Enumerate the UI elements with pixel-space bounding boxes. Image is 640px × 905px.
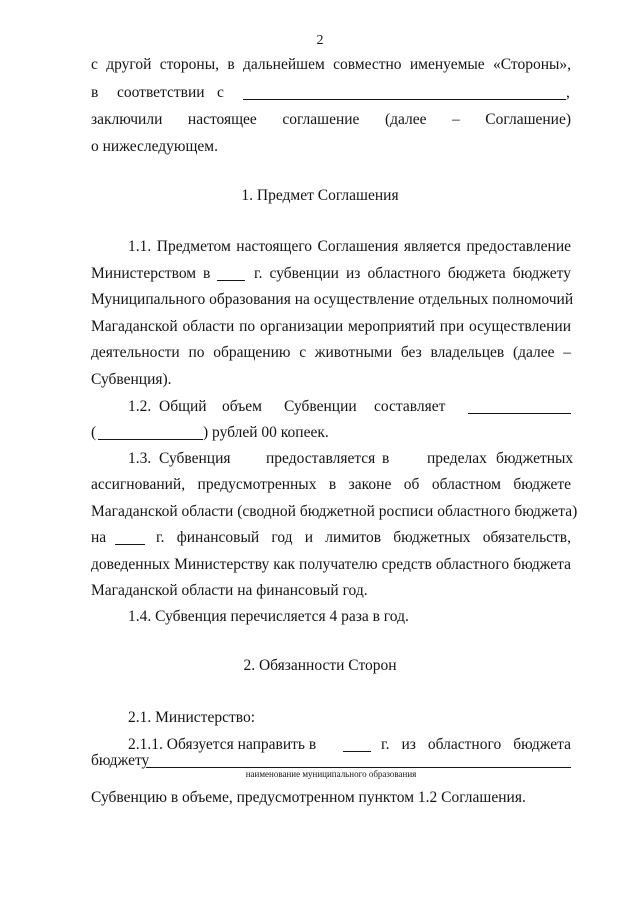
word: Соглашение) (485, 111, 572, 128)
blank-line (98, 425, 203, 440)
word: в (227, 56, 235, 73)
word: бюджетных (496, 450, 574, 467)
word: предоставляется (266, 450, 376, 467)
word: на (91, 529, 107, 546)
page-number: 2 (316, 33, 324, 48)
word: именуемые (409, 56, 485, 73)
blank-line (243, 85, 566, 100)
clause-1-3-line-5: доведенных Министерству как получателю средств областного бюджета (91, 556, 571, 573)
word: в (91, 84, 99, 101)
paren: ( (91, 424, 97, 441)
clause-2-1-1-line-3: Субвенцию в объеме, предусмотренном пунктом 1.2 Соглашения. (91, 789, 526, 806)
text: ) рублей 00 копеек. (203, 424, 329, 441)
clause-1-3-line-6: Магаданской области на финансовый год. (91, 582, 368, 599)
word: Субвенции (284, 398, 357, 415)
preamble-line-1 (91, 55, 571, 75)
clause-2-1: 2.1. Министерство: (128, 709, 255, 726)
clause-1-1-line-5: деятельности по обращению с животными без владельцев (далее – (91, 344, 571, 361)
word: заключили (91, 111, 163, 128)
blank-line (115, 530, 145, 545)
blank-line (343, 737, 371, 752)
clause-1-1-line-3: Муниципального образования на осуществление отдельных полномочий (91, 291, 574, 308)
word: с (91, 56, 98, 73)
preamble-line-4: о нижеследующем. (91, 138, 218, 155)
word: объем (222, 398, 262, 415)
blank-line (146, 753, 571, 768)
field-caption: наименование муниципального образования (245, 769, 417, 779)
clause-1-1-line-1: 1.1. Предметом настоящего Соглашения является предоставление (128, 238, 571, 255)
word: (далее (384, 111, 427, 128)
word: Министерством (91, 265, 197, 282)
word: соответствии (117, 84, 205, 101)
word: бюджету (91, 752, 150, 769)
word: соглашение (282, 111, 360, 128)
word: составляет (374, 398, 446, 415)
clause-1-3-line-3: Магаданской области (сводной бюджетной росписи областного бюджета) (91, 503, 578, 520)
word: в (382, 450, 390, 467)
preamble-line-3 (91, 110, 571, 130)
word: 1.2. (128, 398, 152, 415)
clause-1-3-line-2: ассигнований, предусмотренных в законе об областном бюджете (91, 476, 571, 493)
word: пределах (427, 450, 487, 467)
word: стороны, (159, 56, 220, 73)
text: 2.1.1. Обязуется направить в (128, 736, 317, 753)
text: г. субвенции из областного бюджета бюджету (254, 265, 571, 282)
text: г. из областного бюджета (381, 736, 571, 753)
blank-line (468, 399, 571, 414)
word: Общий (159, 398, 207, 415)
word: настоящее (187, 111, 257, 128)
word: Субвенция (159, 450, 231, 467)
blank-line (217, 266, 245, 281)
word: в (203, 265, 211, 282)
clause-1-4: 1.4. Субвенция перечисляется 4 раза в год. (128, 608, 409, 625)
section-1-heading: 1. Предмет Соглашения (241, 187, 399, 204)
word: – (452, 111, 460, 128)
word: «Стороны», (493, 56, 572, 73)
clause-1-1-line-6: Субвенция). (91, 371, 172, 388)
word: совместно (333, 56, 402, 73)
document-page: 2 с другой стороны, в дальнейшем совместно именуемые «Стороны», в соответствии с , заключили настоящее соглашение (далее – Соглашение) о нижеследующем. 1. Предмет Соглашения 1.1. Предметом настоящего Соглашения является предоставление Министерством в г. субвенции из областного бюджета бюджету Муниципального образования на осуществление отдельных полномочий Магаданской области по организации мероприятий при осуществлении деятельности по обращению с животными без владельцев (далее – Субвенция). 1.2. Общий объем Субвенции составляет ( ) рублей 00 копеек. 1.3. Субвенция предоставляется в пределах бюджетных ассигнований, предусмотренных в законе об областном бюджете Магаданской области (сводной бюджетной росписи областного бюджета) на г. финансовый год и лимитов бюджетных обязательств, доведенных Министерству как получателю средств областного бюджета Магаданской области на финансовый год. 1.4. Субвенция перечисляется 4 раза в год. 2. Обязанности Сторон 2.1. Министерство: 2.1.1. Обязуется направить в г. из областного бюджета бюджету наименование муниципального образования Субвенцию в объеме, предусмотренном пунктом 1.2 Соглашения. (0, 0, 640, 905)
word: другой (106, 56, 152, 73)
word: с (217, 84, 224, 101)
word: 1.3. (128, 450, 152, 467)
text: г. финансовый год и лимитов бюджетных обязательств, (156, 529, 571, 546)
clause-1-1-line-4: Магаданской области по организации мероприятий при осуществлении (91, 318, 571, 335)
word: дальнейшем (242, 56, 325, 73)
section-2-heading: 2. Обязанности Сторон (243, 657, 397, 674)
